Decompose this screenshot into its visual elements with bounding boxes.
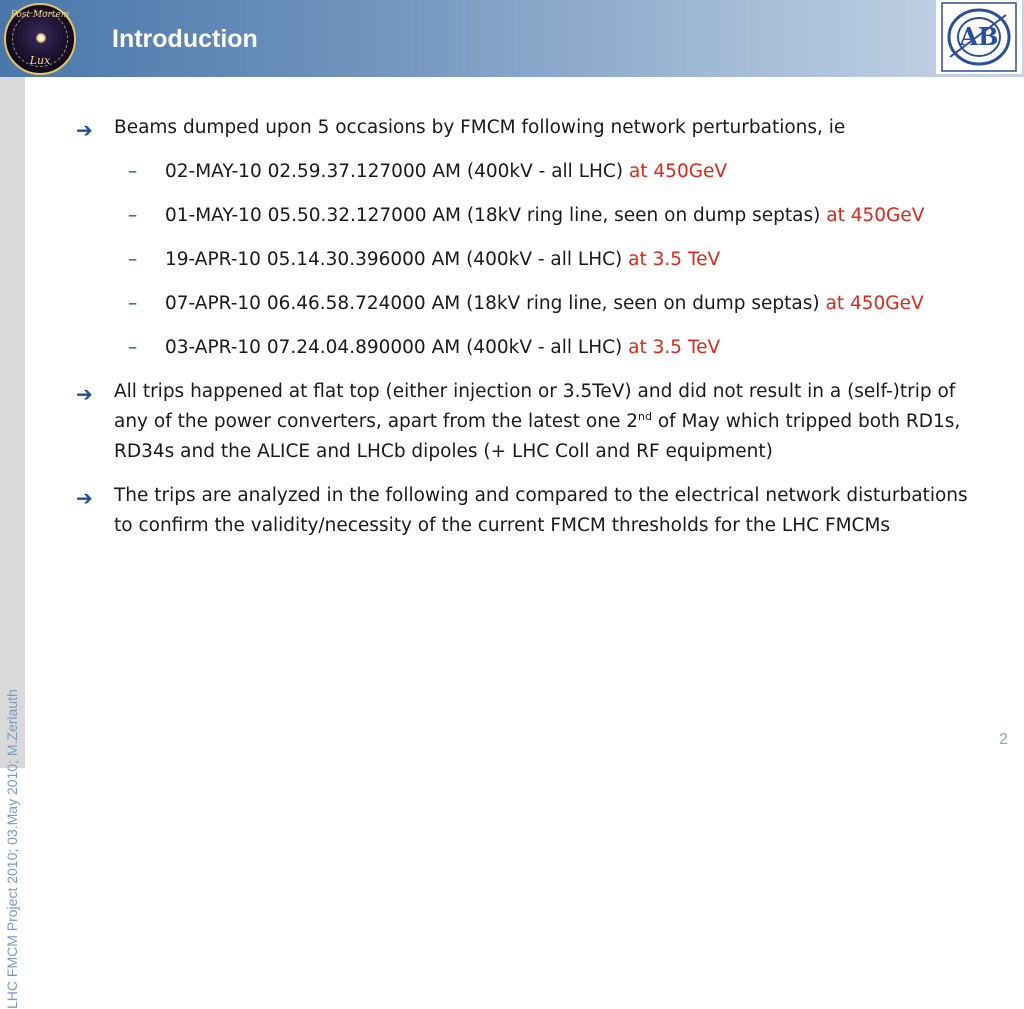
- sub-bullet-item: [76, 289, 981, 319]
- star-icon: [36, 33, 46, 43]
- dash-bullet-icon: –: [128, 205, 138, 226]
- left-sidebar: [0, 77, 25, 1009]
- dash-bullet-icon: –: [128, 337, 138, 358]
- bullet-item: [76, 113, 981, 143]
- sub-bullet-text: 02-MAY-10 02.59.37.127000 AM (400kV - all LHC): [165, 161, 629, 182]
- logo-letters: AB: [959, 22, 999, 51]
- sub-bullet-item: [76, 157, 981, 187]
- dash-bullet-icon: –: [128, 161, 138, 182]
- header-bar: [0, 0, 1024, 77]
- bullet-text-part2: of May which tripped both RD1s, RD34s and the ALICE and LHCb dipoles (+ LHC Coll and RF equipment): [114, 411, 961, 462]
- footer-credit: LHC FMCM Project 2010; 03.May 2010; M.Zerlauth: [4, 689, 20, 1009]
- page-number: 2: [999, 731, 1008, 748]
- bullet-text: The trips are analyzed in the following and compared to the electrical network disturbations to confirm the validity/necessity of the current FMCM thresholds for the LHC FMCMs: [114, 485, 968, 536]
- bullet-item: [76, 377, 981, 467]
- dash-bullet-icon: –: [128, 249, 138, 270]
- logo-bottom-text: Lux: [29, 54, 51, 67]
- bullet-text-part1: All trips happened at flat top (either injection or 3.5TeV) and did not result in a (self-)trip of any of the power converters, apart from the latest one 2: [114, 381, 956, 432]
- sub-bullet-text: 01-MAY-10 05.50.32.127000 AM (18kV ring line, seen on dump septas): [165, 205, 827, 226]
- sub-bullet-item: [76, 333, 981, 363]
- sub-bullet-text: 03-APR-10 07.24.04.890000 AM (400kV - all LHC): [165, 337, 629, 358]
- energy-highlight: at 450GeV: [825, 293, 924, 314]
- sub-bullet-item: [76, 245, 981, 275]
- bullet-text: Beams dumped upon 5 occasions by FMCM following network perturbations, ie: [114, 117, 846, 138]
- ab-department-logo: [936, 0, 1022, 74]
- arrow-bullet-icon: ➔: [76, 382, 93, 406]
- logo-top-text: Post Mortem: [10, 10, 70, 20]
- bullet-item: [76, 481, 981, 541]
- post-mortem-logo: [4, 3, 76, 75]
- energy-highlight: at 3.5 TeV: [628, 337, 721, 358]
- arrow-bullet-icon: ➔: [76, 118, 93, 142]
- sub-bullet-item: [76, 201, 981, 231]
- sub-bullet-text: 19-APR-10 05.14.30.396000 AM (400kV - all LHC): [165, 249, 629, 270]
- slide-title: Introduction: [112, 25, 258, 53]
- dash-bullet-icon: –: [128, 293, 138, 314]
- energy-highlight: at 3.5 TeV: [628, 249, 721, 270]
- slide-content: [76, 113, 981, 555]
- arrow-bullet-icon: ➔: [76, 486, 93, 510]
- sub-bullet-text: 07-APR-10 06.46.58.724000 AM (18kV ring line, seen on dump septas): [165, 293, 826, 314]
- energy-highlight: at 450GeV: [826, 205, 925, 226]
- energy-highlight: at 450GeV: [628, 161, 728, 182]
- ordinal-suffix: nd: [638, 409, 652, 423]
